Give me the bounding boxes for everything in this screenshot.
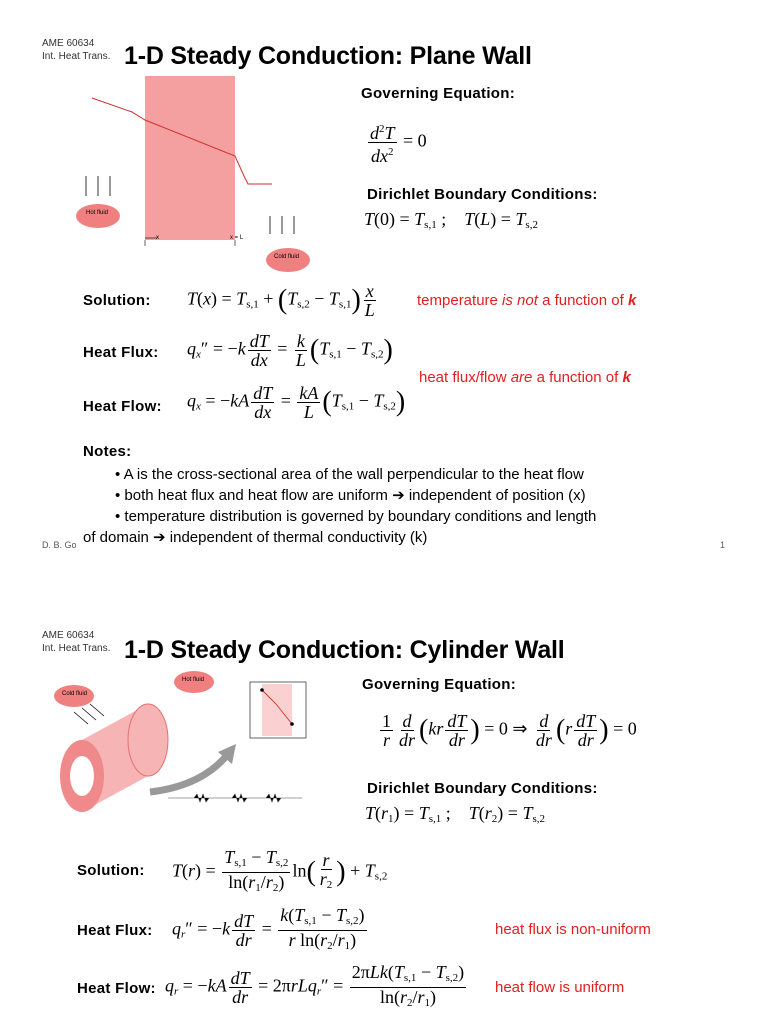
page-number: 1 — [720, 540, 726, 550]
cold-fluid-blob — [266, 248, 310, 272]
hot-fluid-blob — [76, 204, 120, 228]
governing-equation: $\frac{1}{r}$ $\frac{d}{dr}$ (kr $\frac{dT}{dr}$ ) = 0 ⇒ $\frac{d}{dr}$ (r $\frac{dT}{dr}$ ) = 0 — [382, 711, 637, 750]
heat-flow-label: Heat Flow: — [83, 398, 162, 415]
heat-flow-label: Heat Flow: — [77, 980, 156, 997]
cylinder-wall-figure — [52, 668, 312, 828]
heat-flux-equation: $q_r'' = -k$ $\frac{dT}{dr}$ = $\frac{k(T_{s,1} - T_{s,2})}{r \ln(r_2/r_1)}$ — [172, 905, 365, 952]
course-code: AME 60634 — [42, 38, 95, 49]
x-L-label: x = L — [230, 235, 244, 241]
slide-cylinder-wall — [0, 590, 768, 1024]
course-code: AME 60634 — [42, 630, 95, 641]
cold-fluid-label: Cold fluid — [62, 691, 88, 697]
wall-body — [145, 76, 235, 240]
page-title: 1-D Steady Conduction: Cylinder Wall — [124, 636, 565, 664]
heat-flux-label: Heat Flux: — [77, 922, 153, 939]
notes-heading: Notes: — [83, 443, 132, 460]
governing-heading: Governing Equation: — [361, 85, 516, 102]
thermal-circuit — [168, 794, 302, 802]
note-line-4: of domain ➔ independent of thermal conductivity (k) — [83, 529, 428, 546]
cold-arrows — [74, 704, 104, 724]
solution-equation: T(r) = $\frac{T_{s,1} - T_{s,2}}{\ln(r_1/r_2)}$ ln( $\frac{r}{r_2}$ ) + $T_{s,2}$ — [172, 847, 388, 894]
governing-equation: $\frac{d^2T}{dx^2}$ = 0 — [366, 120, 427, 165]
page-title: 1-D Steady Conduction: Plane Wall — [124, 42, 532, 70]
solution-label: Solution: — [77, 862, 145, 879]
cold-arrows — [270, 216, 294, 234]
note-heat-flow: heat flow is uniform — [495, 979, 625, 996]
governing-heading: Governing Equation: — [362, 676, 517, 693]
cylinder-far-end — [128, 704, 168, 776]
heat-flow-equation: $q_r = -kA$ $\frac{dT}{dr}$ = 2πrLq$_r$″ = $\frac{2\pi Lk(T_{s,1} - T_{s,2})}{\ln(r_2/r_1)}$ — [165, 962, 465, 1009]
x-axis-label: x — [156, 235, 159, 241]
hot-fluid-label: Hot fluid — [182, 677, 205, 683]
note-line-2: • both heat flux and heat flow are uniform ➔ independent of position (x) — [115, 487, 586, 504]
boundary-conditions: $T(0) = T_{s,1}$ ; $T(L) = T_{s,2}$ — [364, 209, 538, 231]
note-line-3: • temperature distribution is governed by boundary conditions and length — [115, 508, 597, 525]
solution-label: Solution: — [83, 292, 151, 309]
cold-fluid-label: Cold fluid — [274, 254, 300, 260]
bc-heading: Dirichlet Boundary Conditions: — [367, 186, 598, 203]
note-line-1: • A is the cross-sectional area of the wall perpendicular to the heat flow — [115, 466, 584, 483]
hot-arrows — [86, 176, 110, 196]
note-heat-flux: heat flux/flow are a function of k — [419, 369, 631, 386]
hot-fluid-label: Hot fluid — [86, 210, 109, 216]
course-name: Int. Heat Trans. — [42, 643, 111, 654]
footer-author: D. B. Go — [42, 540, 77, 550]
plane-wall-figure — [72, 76, 317, 272]
boundary-conditions: $T(r_1) = T_{s,1}$ ; $T(r_2) = T_{s,2}$ — [365, 803, 545, 825]
note-heat-flux: heat flux is non-uniform — [495, 921, 651, 938]
bc-heading: Dirichlet Boundary Conditions: — [367, 780, 598, 797]
course-name: Int. Heat Trans. — [42, 51, 111, 62]
profile-wall-region — [262, 684, 292, 736]
heat-flux-equation: $q_x'' = -k$ $\frac{dT}{dx}$ = $\frac{k}{L}$ $(T_{s,1} - T_{s,2})$ — [187, 331, 393, 370]
note-temperature: temperature is not a function of k — [417, 292, 637, 309]
heat-flux-label: Heat Flux: — [83, 344, 159, 361]
heat-flow-equation: $q_x = -kA$ $\frac{dT}{dx}$ = $\frac{kA}{L}$ $(T_{s,1} - T_{s,2})$ — [187, 383, 406, 422]
solution-equation: $T(x) = T_{s,1} + (T_{s,2} - T_{s,1})$ $\frac{x}{L}$ — [187, 281, 375, 320]
cylinder-bore — [70, 756, 94, 796]
